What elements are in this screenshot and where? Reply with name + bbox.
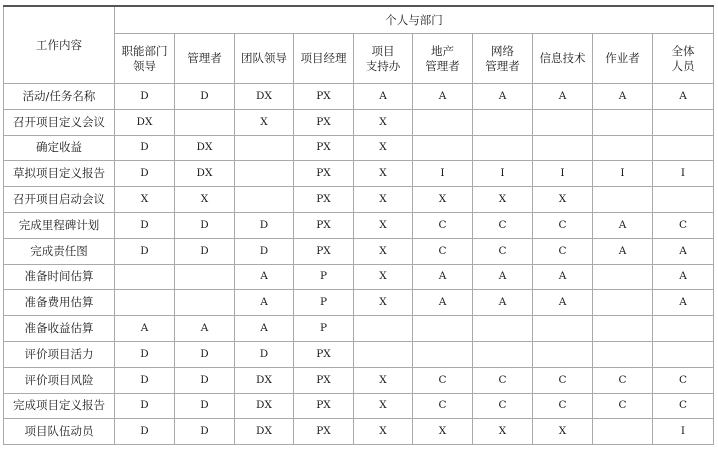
role-code-cell: C <box>533 367 593 393</box>
role-code-cell <box>533 316 593 342</box>
table-row <box>4 109 714 135</box>
role-code-cell: C <box>653 367 714 393</box>
role-code-cell: A <box>413 84 473 110</box>
column-header <box>354 34 413 84</box>
role-code-cell: C <box>473 367 533 393</box>
role-code-cell: C <box>413 212 473 238</box>
role-code-cell: X <box>354 109 413 135</box>
role-code-cell <box>593 419 653 445</box>
role-code-cell: X <box>473 187 533 213</box>
table-row <box>4 393 714 419</box>
table-row <box>4 238 714 264</box>
table-row <box>4 187 714 213</box>
column-header-label: 管理者 <box>187 51 222 65</box>
role-code-cell: PX <box>294 393 354 419</box>
role-code-cell <box>653 135 714 161</box>
role-code-cell: D <box>235 341 294 367</box>
role-code-cell: DX <box>115 109 175 135</box>
role-code-cell <box>533 341 593 367</box>
role-code-cell: A <box>473 290 533 316</box>
role-code-cell: DX <box>235 419 294 445</box>
role-code-cell <box>175 290 235 316</box>
role-code-cell: X <box>235 109 294 135</box>
column-header <box>473 34 533 84</box>
column-header-label: 信息技术 <box>539 51 586 65</box>
column-header-label: 项目 支持办 <box>365 43 401 73</box>
role-code-cell: C <box>413 238 473 264</box>
role-code-cell: X <box>533 419 593 445</box>
role-code-cell <box>593 290 653 316</box>
role-code-cell: I <box>533 161 593 187</box>
column-header <box>115 34 175 84</box>
role-code-cell: X <box>354 135 413 161</box>
role-code-cell: A <box>533 290 593 316</box>
role-code-cell: X <box>354 419 413 445</box>
role-code-cell: A <box>115 316 175 342</box>
role-code-cell: A <box>413 264 473 290</box>
role-code-cell <box>354 341 413 367</box>
group-header-departments: 个人与部门 <box>115 6 714 34</box>
role-code-cell: X <box>533 187 593 213</box>
task-name-cell: 召开项目定义会议 <box>4 109 115 135</box>
role-code-cell: C <box>413 367 473 393</box>
column-header <box>413 34 473 84</box>
role-code-cell: D <box>115 341 175 367</box>
task-name-cell: 评价项目活力 <box>4 341 115 367</box>
column-header <box>653 34 714 84</box>
role-code-cell <box>533 135 593 161</box>
role-code-cell: D <box>175 238 235 264</box>
role-code-cell: C <box>593 367 653 393</box>
role-code-cell: A <box>533 264 593 290</box>
role-code-cell <box>593 316 653 342</box>
role-code-cell: A <box>354 84 413 110</box>
task-name-cell: 活动/任务名称 <box>4 84 115 110</box>
role-code-cell: PX <box>294 109 354 135</box>
role-code-cell: P <box>294 264 354 290</box>
role-code-cell: D <box>115 161 175 187</box>
table-row <box>4 316 714 342</box>
role-code-cell: D <box>115 238 175 264</box>
role-code-cell: D <box>115 135 175 161</box>
role-code-cell: X <box>354 393 413 419</box>
column-header <box>533 34 593 84</box>
role-code-cell: D <box>175 367 235 393</box>
role-code-cell: I <box>413 161 473 187</box>
task-name-cell: 准备时间估算 <box>4 264 115 290</box>
column-header-label: 团队领导 <box>241 51 287 65</box>
role-code-cell: A <box>235 290 294 316</box>
column-header <box>235 34 294 84</box>
role-code-cell: X <box>413 187 473 213</box>
column-header-label: 职能部门 领导 <box>121 43 168 73</box>
role-code-cell: D <box>115 367 175 393</box>
role-code-cell: X <box>354 367 413 393</box>
role-code-cell: D <box>115 84 175 110</box>
role-code-cell: A <box>653 238 714 264</box>
role-code-cell: PX <box>294 187 354 213</box>
task-name-cell: 完成项目定义报告 <box>4 393 115 419</box>
role-code-cell: A <box>413 290 473 316</box>
role-code-cell: D <box>235 238 294 264</box>
role-code-cell: C <box>653 393 714 419</box>
role-code-cell <box>175 109 235 135</box>
role-code-cell <box>115 264 175 290</box>
role-code-cell: C <box>473 393 533 419</box>
column-header-label: 全体 人员 <box>671 43 695 73</box>
task-name-cell: 评价项目风险 <box>4 367 115 393</box>
task-name-cell: 准备费用估算 <box>4 290 115 316</box>
role-code-cell: PX <box>294 367 354 393</box>
role-code-cell: X <box>354 161 413 187</box>
role-code-cell <box>473 109 533 135</box>
role-code-cell: A <box>235 316 294 342</box>
role-code-cell <box>593 187 653 213</box>
task-name-cell: 项目队伍动员 <box>4 419 115 445</box>
role-code-cell <box>593 109 653 135</box>
role-code-cell: DX <box>175 161 235 187</box>
role-code-cell: C <box>413 393 473 419</box>
table-row <box>4 84 714 110</box>
table-row <box>4 212 714 238</box>
column-header <box>175 34 235 84</box>
column-header-label: 作业者 <box>605 51 640 65</box>
role-code-cell <box>593 264 653 290</box>
role-code-cell <box>354 316 413 342</box>
column-header <box>294 34 354 84</box>
role-code-cell: X <box>354 238 413 264</box>
role-code-cell: X <box>354 290 413 316</box>
role-code-cell: D <box>175 84 235 110</box>
role-code-cell: X <box>175 187 235 213</box>
column-header-label: 网络 管理者 <box>485 43 520 73</box>
role-code-cell: A <box>235 264 294 290</box>
role-code-cell: C <box>473 238 533 264</box>
column-header <box>593 34 653 84</box>
role-code-cell <box>473 135 533 161</box>
role-code-cell <box>235 135 294 161</box>
role-code-cell: PX <box>294 161 354 187</box>
role-code-cell: A <box>653 264 714 290</box>
role-code-cell: X <box>354 187 413 213</box>
role-code-cell: X <box>354 212 413 238</box>
column-header-label: 地产 管理者 <box>425 43 460 73</box>
role-code-cell: A <box>473 264 533 290</box>
role-code-cell: PX <box>294 238 354 264</box>
role-code-cell <box>653 109 714 135</box>
role-code-cell: C <box>533 393 593 419</box>
role-code-cell <box>235 187 294 213</box>
table-row <box>4 341 714 367</box>
task-name-cell: 准备收益估算 <box>4 316 115 342</box>
role-code-cell: A <box>593 84 653 110</box>
role-code-cell: PX <box>294 135 354 161</box>
role-code-cell: A <box>593 238 653 264</box>
task-name-cell: 确定收益 <box>4 135 115 161</box>
role-code-cell: D <box>115 212 175 238</box>
role-code-cell: C <box>593 393 653 419</box>
role-code-cell: A <box>473 84 533 110</box>
role-code-cell: PX <box>294 341 354 367</box>
role-code-cell <box>413 341 473 367</box>
table-row <box>4 264 714 290</box>
role-code-cell <box>653 316 714 342</box>
role-code-cell: PX <box>294 419 354 445</box>
role-code-cell <box>235 161 294 187</box>
role-code-cell: P <box>294 316 354 342</box>
role-code-cell <box>413 109 473 135</box>
role-code-cell: C <box>533 238 593 264</box>
role-code-cell <box>533 109 593 135</box>
role-code-cell: X <box>473 419 533 445</box>
role-code-cell <box>653 341 714 367</box>
role-code-cell <box>413 316 473 342</box>
role-code-cell: A <box>653 290 714 316</box>
role-code-cell <box>175 264 235 290</box>
role-code-cell <box>413 135 473 161</box>
role-code-cell: A <box>175 316 235 342</box>
role-code-cell <box>473 316 533 342</box>
role-code-cell: PX <box>294 84 354 110</box>
role-code-cell: A <box>653 84 714 110</box>
role-code-cell: DX <box>235 367 294 393</box>
role-code-cell: C <box>653 212 714 238</box>
role-code-cell: X <box>413 419 473 445</box>
role-code-cell: D <box>175 212 235 238</box>
role-code-cell: I <box>653 161 714 187</box>
role-code-cell: D <box>115 419 175 445</box>
role-code-cell <box>473 341 533 367</box>
role-code-cell <box>115 290 175 316</box>
role-code-cell: DX <box>235 84 294 110</box>
role-code-cell: I <box>653 419 714 445</box>
table-row <box>4 290 714 316</box>
table-row <box>4 135 714 161</box>
role-code-cell: D <box>115 393 175 419</box>
role-code-cell: A <box>593 212 653 238</box>
role-code-cell <box>593 135 653 161</box>
responsibility-matrix-table <box>3 5 714 445</box>
task-name-cell: 完成里程碑计划 <box>4 212 115 238</box>
role-code-cell: PX <box>294 212 354 238</box>
role-code-cell: X <box>115 187 175 213</box>
row-header-work-content: 工作内容 <box>4 6 115 84</box>
task-name-cell: 完成责任图 <box>4 238 115 264</box>
task-name-cell: 草拟项目定义报告 <box>4 161 115 187</box>
task-name-cell: 召开项目启动会议 <box>4 187 115 213</box>
role-code-cell: DX <box>235 393 294 419</box>
role-code-cell: A <box>533 84 593 110</box>
table-row <box>4 367 714 393</box>
column-header-label: 项目经理 <box>300 51 347 65</box>
role-code-cell: C <box>473 212 533 238</box>
role-code-cell: I <box>473 161 533 187</box>
role-code-cell: I <box>593 161 653 187</box>
table-row <box>4 161 714 187</box>
table-row <box>4 419 714 445</box>
role-code-cell: D <box>235 212 294 238</box>
role-code-cell: DX <box>175 135 235 161</box>
role-code-cell <box>593 341 653 367</box>
role-code-cell: P <box>294 290 354 316</box>
role-code-cell: D <box>175 393 235 419</box>
role-code-cell: C <box>533 212 593 238</box>
role-code-cell: X <box>354 264 413 290</box>
role-code-cell: D <box>175 419 235 445</box>
role-code-cell <box>653 187 714 213</box>
role-code-cell: D <box>175 341 235 367</box>
